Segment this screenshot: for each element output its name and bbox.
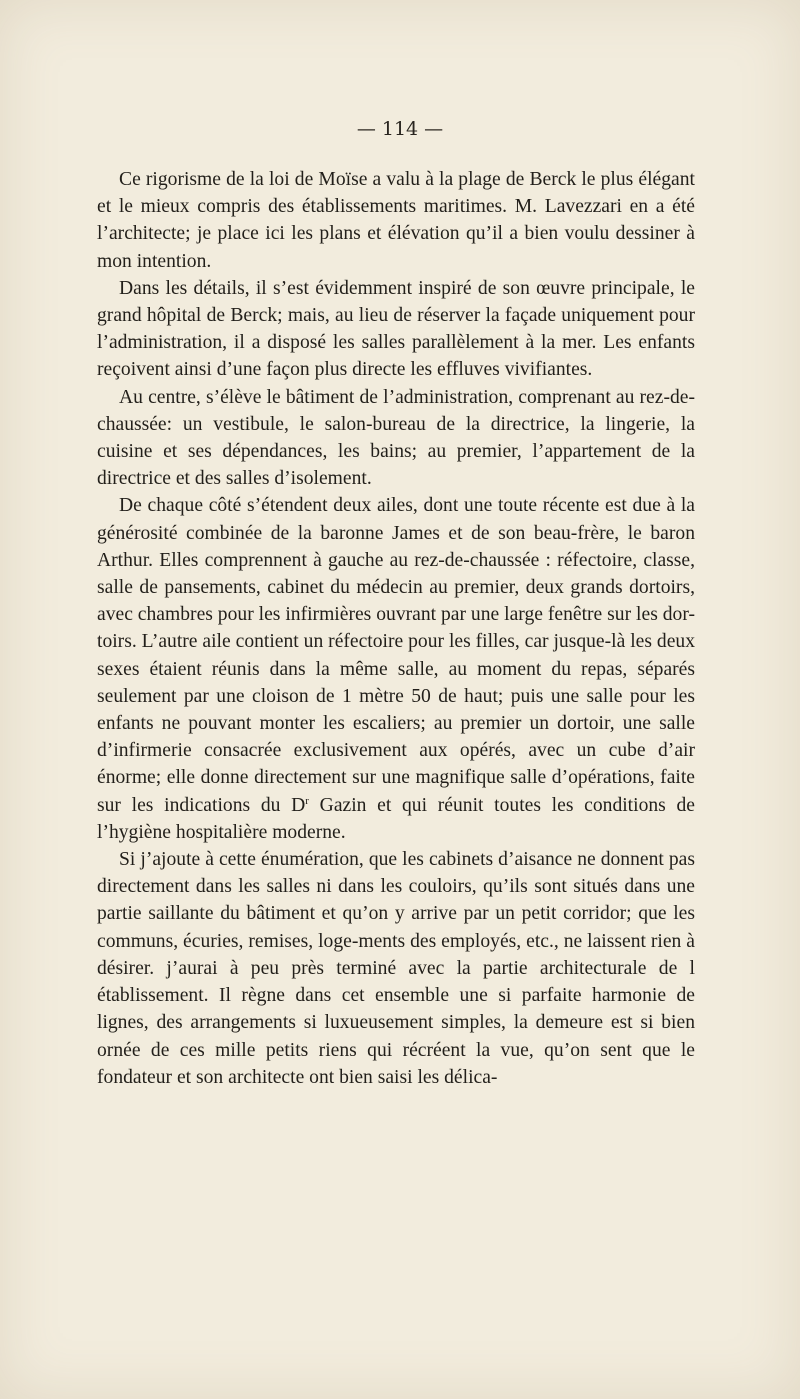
paragraph: Dans les détails, il s’est évidemment inspiré de son œuvre principale, le grand hôpital de Berck; mais, au lieu de réserver la façade uniquement pour l’administration, il a disposé les salles parallèlement à la mer. Les enfants reçoivent ainsi d’une façon plus directe les effluves vivifiantes. (97, 277, 695, 381)
paragraph (97, 492, 695, 846)
paragraph: Ce rigorisme de la loi de Moïse a valu à la plage de Berck le plus élégant et le mieux compris des établissements maritimes. M. Lavezzari en a été l’architecte; je place ici les plans et élévation qu’il a bien voulu dessiner à mon intention. (97, 169, 695, 272)
paragraph: Au centre, s’élève le bâtiment de l’administration, comprenant au rez-de-chaussée: un vestibule, le salon-bureau de la directrice, la lingerie, la cuisine et ses dépendances, les bains; au premier, l’appartement de la directrice et des salles d’isolement. (97, 386, 695, 490)
page-number: — 114 — (356, 118, 444, 140)
paragraph: Si j’ajoute à cette énumération, que les cabinets d’aisance ne donnent pas directement dans les salles ni dans les couloirs, qu’ils sont situés dans une partie saillante du bâtiment et qu’on y arrive par un petit corridor; que les communs, écuries, remises, loge-ments des employés, etc., ne laissent rien à désirer. j’aurai à peu près terminé avec la partie architecturale de l établissement. Il règne dans cet ensemble une si parfaite harmonie de lignes, des arrangements si luxueusement simples, la demeure est si bien ornée de ces mille petits riens qui récréent la vue, qu’on sent que le fondateur et son architecte ont bien saisi les délica- (97, 849, 695, 1088)
paragraph-text-tail: Gazin et qui réunit toutes les conditions de l’hygiène hospitalière moderne. (97, 794, 695, 843)
body-text (97, 166, 695, 1091)
paragraph-text: De chaque côté s’étendent deux ailes, dont une toute récente est due à la générosité combinée de la baronne James et de son beau-frère, le baron Arthur. Elles comprennent à gauche au rez-de-chaussée : réfectoire, classe, salle de pansements, cabinet du médecin au premier, deux grands dortoirs, avec chambres pour les infirmières ouvrant par une large fenêtre sur les dor-toirs. L’autre aile contient un réfectoire pour les filles, car jusque-là les deux sexes étaient réunis dans la même salle, au moment du repas, séparés seulement par une cloison de 1 mètre 50 de haut; puis une salle pour les enfants ne pouvant monter les escaliers; au premier un dortoir, une salle d’infirmerie consacrée exclusivement aux opérés, avec un cube d’air énorme; elle donne directement sur une magnifique salle d’opérations, faite sur les indications du D (97, 495, 695, 816)
abbreviation-superscript: r (305, 794, 309, 807)
